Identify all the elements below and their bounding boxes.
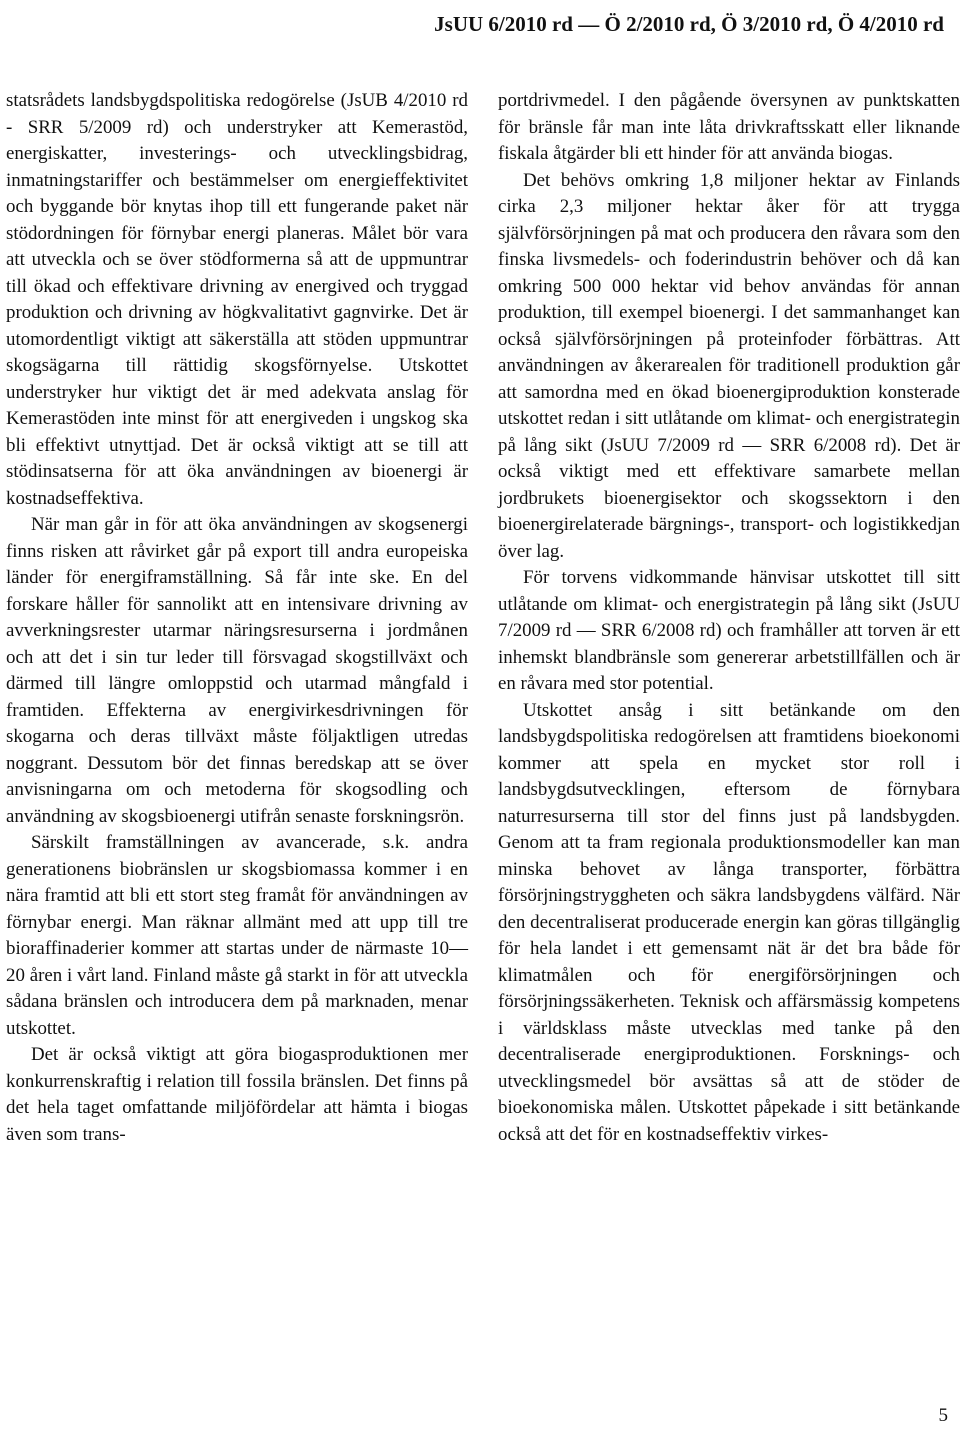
- left-column: [6, 88, 468, 1148]
- paragraph: För torvens vidkommande hänvisar utskottet till sitt utlåtande om klimat- och energistrategin på lång sikt (JsUU 7/2009 rd — SRR 6/2008 rd) och framhåller att torven är ett inhemskt blandbränsle som genererar arbetstillfällen och är en råvara med stor potential.: [498, 567, 960, 694]
- page-number: 5: [938, 1405, 948, 1426]
- paragraph: statsrådets landsbygdspolitiska redogörelse (JsUB 4/2010 rd - SRR 5/2009 rd) och understryker att Kemerastöd, energiskatter, investerings- och utvecklingsbidrag, inmatningstariffer och bestämmelser om energieffektivitet och byggande bör knytas ihop till ett fungerande paket när stödordningen för förnybar energi planeras. Målet bör vara att utveckla och se över stödformerna så att de uppmuntrar till ökad och effektivare drivning av energived och tryggad produktion och drivning av högkvalitativt gagnvirke. Det är utomordentligt viktigt att säkerställa att stöden uppmuntrar skogsägarna till rättidig skogsförnyelse. Utskottet understryker hur viktigt det är med adekvata anslag för Kemerastöden inte minst för att energiveden i ungskog ska bli effektivt utnyttjad. Det är också viktigt att se till att stödinsatserna för att öka användningen av bioenergi är kostnadseffektiva.: [6, 90, 468, 509]
- paragraph: Det behövs omkring 1,8 miljoner hektar av Finlands cirka 2,3 miljoner hektar åker för att trygga självförsörjningen på mat och producera den råvara som den finska livsmedels- och foderindustrin behöver och då kan omkring 500 000 hektar vid behov användas för annan produktion, till exempel bioenergi. I det sammanhanget kan också självförsörjningen på proteinfoder förbättras. Att användningen av åkerarealen för traditionell produktion går att samordna med en ökad bioenergiproduktion konsterade utskottet redan i sitt utlåtande om klimat- och energistrategin på lång sikt (JsUU 7/2009 rd — SRR 6/2008 rd). Det är också viktigt med ett effektivare samarbete mellan jordbrukets bioenergisektor och skogssektorn i den bioenergirelaterade bärgnings-, transport- och logistikkedjan över lag.: [498, 169, 960, 562]
- paragraph: Utskottet ansåg i sitt betänkande om den landsbygdspolitiska redogörelsen att framtidens bioekonomi kommer att spela en mycket stor roll i landsbygdsutvecklingen, eftersom de förnybara naturresurserna till stor del finns just på landsbygden. Genom att ta fram regionala produktionsmodeller kan man minska behovet av långa transporter, förbättra försörjningstryggheten och säkra landsbygdens välfärd. När den decentraliserat producerade energin kan göras tillgänglig för hela landet i ett gemensamt nät är det bra både för klimatmålen och för energiförsörjningen och försörjningssäkerheten. Teknisk och affärsmässig kompetens i världsklass måste utvecklas med tanke på den decentraliserade energiproduktionen. Forsknings- och utvecklingsmedel bör avsättas så att de stöder de bioekonomiska målen. Utskottet påpekade i sitt betänkande också att det för en kostnadseffektiv virkes-: [498, 699, 960, 1145]
- right-column: [498, 88, 960, 1148]
- paragraph: När man går in för att öka användningen av skogsenergi finns risken att råvirket går på export till andra europeiska länder för energiframställning. Så får inte ske. En del forskare håller för sannolikt att en intensivare drivning av avverkningsrester utarmar näringsresurserna i jordmånen och att det i sin tur leder till försvagad skogstillväxt och därmed till längre omloppstid och utarmad mångfald i framtiden. Effekterna av energivirkesdrivningen för skogarna och deras tillväxt måste följaktligen utredas noggrant. Dessutom bör det finnas beredskap att se över anvisningarna om och metoderna för skogsodling och användning av skogsbioenergi utifrån senaste forskningsrön.: [6, 514, 468, 827]
- running-header: JsUU 6/2010 rd — Ö 2/2010 rd, Ö 3/2010 rd, Ö 4/2010 rd: [434, 12, 944, 36]
- paragraph: Det är också viktigt att göra biogasproduktionen mer konkurrenskraftig i relation till fossila bränslen. Det finns på det hela taget omfattande miljöfördelar att hämta i biogas även som trans-: [6, 1044, 468, 1145]
- paragraph: Särskilt framställningen av avancerade, s.k. andra generationens biobränslen ur skogsbiomassa kommer i en nära framtid att bli ett stort steg framåt för användningen av förnybar energi. Man räknar allmänt med att upp till tre bioraffinaderier kommer att startas under de närmaste 10—20 åren i vårt land. Finland måste gå starkt in för att utveckla sådana bränslen och introducera dem på marknaden, menar utskottet.: [6, 832, 468, 1039]
- paragraph: portdrivmedel. I den pågående översynen av punktskatten för bränsle får man inte låta drivkraftsskatt eller liknande fiskala åtgärder bli ett hinder för att använda biogas.: [498, 90, 960, 164]
